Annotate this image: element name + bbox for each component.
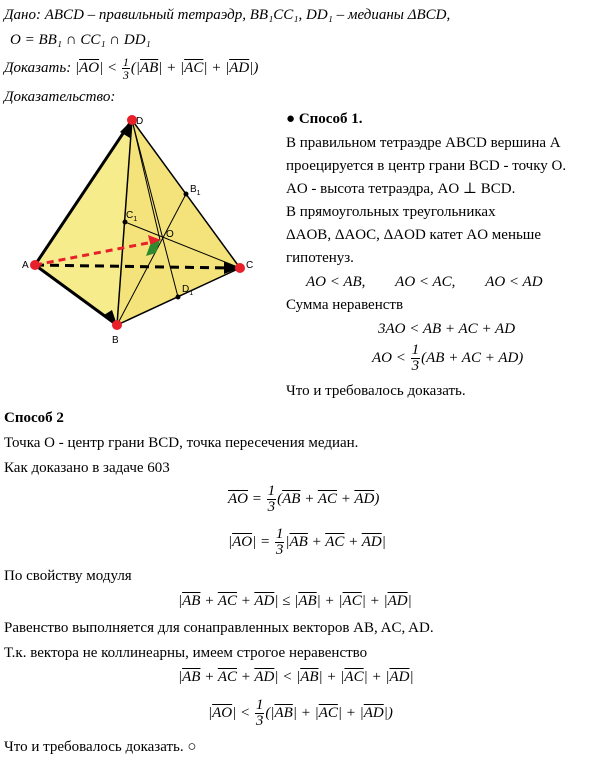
- prove-label: Доказать:: [4, 59, 72, 76]
- proof-label: Доказательство:: [4, 89, 116, 105]
- given-text: ABCD – правильный тетраэдр, BB₁CC₁, DD₁ – медианы ΔBCD,: [44, 7, 451, 23]
- given-line-1: [4, 6, 450, 24]
- given-line-2: O = BB₁ ∩ CC₁ ∩ DD₁: [10, 32, 151, 48]
- method1-result: AO < $\frac{1}{3}$ (AB + AC + AD): [372, 342, 524, 374]
- label-d1: $D_1$: [182, 284, 194, 297]
- given-label: Дано:: [4, 7, 41, 23]
- fraction: $\frac{1}{3}$: [411, 342, 420, 374]
- formula-strict-inequality: $|\overline{AB} + \overline{AC} + \overline{AD}| < |\overline{AB}| + |\overline{AC}| + |\overline{AD}|$: [178, 669, 414, 685]
- ineq-3: AO < AD: [485, 274, 543, 290]
- formula-vector-ao: $\overline{AO}$ = $\frac{1}{3}$ $(\overline{AB} + \overline{AC} + \overline{AD})$: [228, 483, 380, 515]
- formula-triangle-inequality: $|\overline{AB} + \overline{AC} + \overline{AD}| \le |\overline{AB}| + |\overline{AC}| + |\overline{AD}|$: [178, 593, 412, 609]
- method1-line-6: гипотенуз.: [286, 250, 354, 266]
- method2-line-2: Как доказано в задаче 603: [4, 460, 170, 476]
- method1-sum: 3AO < AB + AC + AD: [378, 321, 516, 337]
- method1-line-3: AO - высота тетраэдра, AO ⊥ BCD.: [286, 181, 516, 197]
- method1-line-2: проецируется в центр грани BCD - точку O.: [286, 158, 567, 174]
- ineq-2: AO < AC,: [395, 274, 456, 290]
- method1-block: [286, 110, 596, 400]
- vertex-a: [30, 260, 40, 270]
- prove-line: [4, 56, 258, 81]
- formula-modulus-ao: $|\overline{AO}|$ = $\frac{1}{3}$ $|\overline{AB} + \overline{AC} + \overline{AD}|$: [228, 526, 386, 558]
- point-b1: [184, 192, 189, 197]
- formula-final: $|\overline{AO}|$ < $\frac{1}{3}$ $(|\overline{AB}| + |\overline{AC}| + |\overline{AD}|)$: [208, 697, 393, 729]
- prove-formula: $|\overline{AO}|$ < $\frac{1}{3}$ $(|\overline{AB}| + |\overline{AC}| + |\overline{AD}|)$: [74, 55, 259, 82]
- method1-inequalities: [286, 273, 596, 291]
- tetrahedron-figure: [20, 110, 265, 350]
- method1-line-1: В правильном тетраэдре ABCD вершина A: [286, 135, 561, 151]
- method2-equality: Равенство выполняется для сонаправленных векторов AB, AC, AD.: [4, 620, 434, 636]
- method1-sum-label: Сумма неравенств: [286, 297, 404, 313]
- label-o: O: [166, 229, 174, 240]
- label-b: B: [112, 335, 119, 346]
- label-d: D: [136, 116, 144, 127]
- fraction: $\frac{1}{3}$: [122, 55, 129, 82]
- method1-done: Что и требовалось доказать.: [286, 383, 466, 399]
- method1-title: ● Способ 1.: [286, 111, 363, 127]
- label-b1: $B_1$: [190, 184, 201, 197]
- method2-since: Т.к. вектора не коллинеарны, имеем строгое неравенство: [4, 645, 368, 661]
- method2-title: Способ 2: [4, 410, 64, 426]
- label-c: C: [246, 260, 254, 271]
- vertex-b: [112, 320, 122, 330]
- point-d1: [176, 295, 181, 300]
- vertex-c: [235, 263, 245, 273]
- method2-prop: По свойству модуля: [4, 568, 132, 584]
- method1-line-4: В прямоугольных треугольниках: [286, 204, 496, 220]
- method2-done: Что и требовалось доказать. ○: [4, 739, 197, 755]
- label-c1: $C_1$: [126, 210, 138, 223]
- method2-line-1: Точка O - центр грани BCD, точка пересечения медиан.: [4, 435, 359, 451]
- method1-line-5: ΔAOB, ΔAOC, ΔAOD катет AO меньше: [286, 227, 542, 243]
- ineq-1: AO < AB,: [306, 274, 366, 290]
- label-a: A: [22, 260, 29, 271]
